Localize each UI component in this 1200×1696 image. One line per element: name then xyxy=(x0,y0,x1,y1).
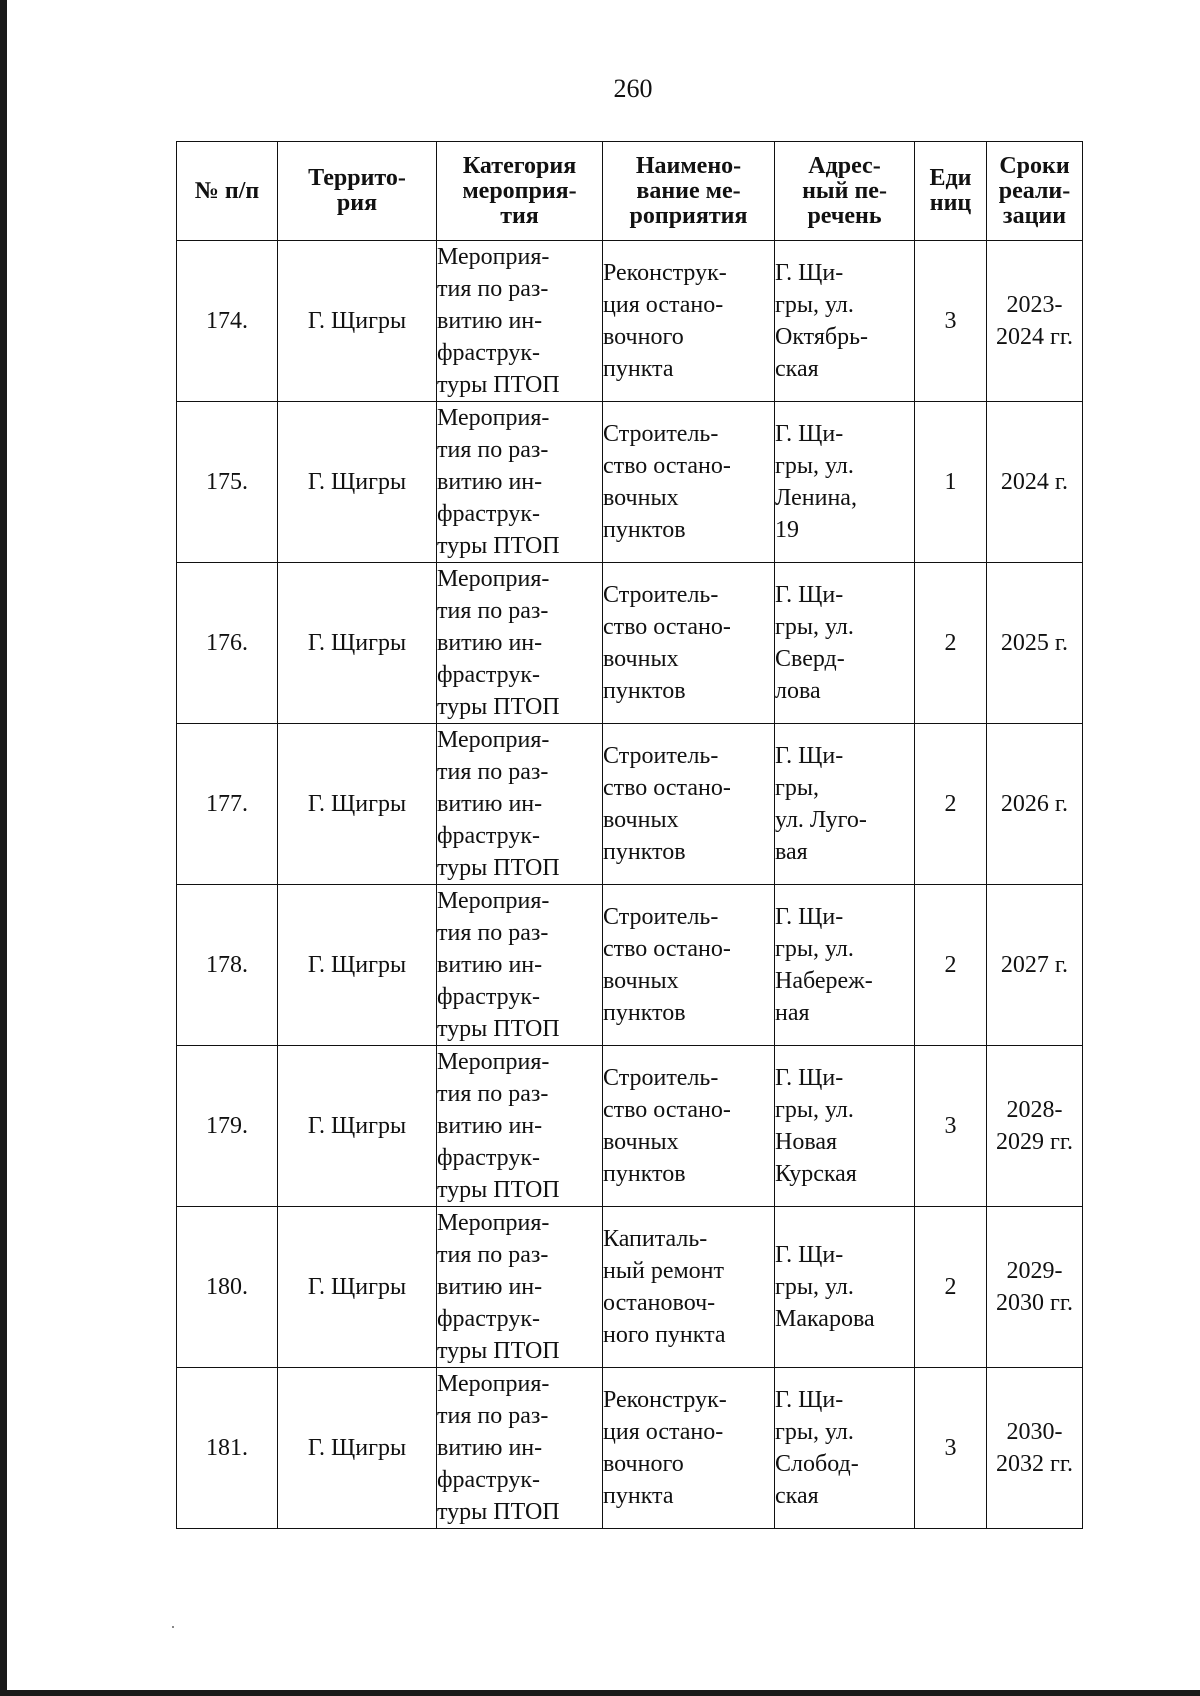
cell-territory: Г. Щигры xyxy=(278,241,437,402)
table-row xyxy=(177,1046,1083,1207)
header-term: Сроки реали- зации xyxy=(987,142,1083,241)
table-row xyxy=(177,563,1083,724)
cell-territory: Г. Щигры xyxy=(278,1207,437,1368)
table-header xyxy=(177,142,1083,241)
cell-category: Мероприя- тия по раз- витию ин- фраструк- туры ПТОП xyxy=(437,1368,603,1529)
cell-address: Г. Щи- гры, ул. Октябрь- ская xyxy=(775,241,915,402)
header-territory: Террито- рия xyxy=(278,142,437,241)
header-name: Наимено- вание ме- роприятия xyxy=(603,142,775,241)
cell-territory: Г. Щигры xyxy=(278,885,437,1046)
cell-territory: Г. Щигры xyxy=(278,563,437,724)
cell-address: Г. Щи- гры, ул. Макарова xyxy=(775,1207,915,1368)
cell-name: Строитель- ство остано- вочных пунктов xyxy=(603,885,775,1046)
measures-table xyxy=(176,141,1083,1529)
cell-units: 3 xyxy=(915,1046,987,1207)
cell-term: 2026 г. xyxy=(987,724,1083,885)
cell-address: Г. Щи- гры, ул. Луго- вая xyxy=(775,724,915,885)
cell-address: Г. Щи- гры, ул. Сверд- лова xyxy=(775,563,915,724)
cell-name: Капиталь- ный ремонт остановоч- ного пункта xyxy=(603,1207,775,1368)
cell-num: 181. xyxy=(177,1368,278,1529)
cell-num: 174. xyxy=(177,241,278,402)
cell-address: Г. Щи- гры, ул. Набереж- ная xyxy=(775,885,915,1046)
cell-name: Строитель- ство остано- вочных пунктов xyxy=(603,724,775,885)
cell-category: Мероприя- тия по раз- витию ин- фраструк- туры ПТОП xyxy=(437,885,603,1046)
header-category: Категория мероприя- тия xyxy=(437,142,603,241)
scan-speck xyxy=(172,1626,174,1628)
table-row xyxy=(177,241,1083,402)
cell-territory: Г. Щигры xyxy=(278,724,437,885)
scan-edge-bottom xyxy=(0,1690,1200,1696)
cell-term: 2023- 2024 гг. xyxy=(987,241,1083,402)
cell-category: Мероприя- тия по раз- витию ин- фраструк- туры ПТОП xyxy=(437,1046,603,1207)
cell-term: 2027 г. xyxy=(987,885,1083,1046)
cell-address: Г. Щи- гры, ул. Новая Курская xyxy=(775,1046,915,1207)
scan-edge-left xyxy=(0,0,7,1696)
header-units: Еди ниц xyxy=(915,142,987,241)
header-num: № п/п xyxy=(177,142,278,241)
cell-address: Г. Щи- гры, ул. Ленина, 19 xyxy=(775,402,915,563)
cell-num: 180. xyxy=(177,1207,278,1368)
cell-term: 2030- 2032 гг. xyxy=(987,1368,1083,1529)
cell-category: Мероприя- тия по раз- витию ин- фраструк- туры ПТОП xyxy=(437,1207,603,1368)
cell-units: 1 xyxy=(915,402,987,563)
table-row xyxy=(177,885,1083,1046)
cell-num: 179. xyxy=(177,1046,278,1207)
table-row xyxy=(177,724,1083,885)
cell-units: 3 xyxy=(915,241,987,402)
cell-num: 177. xyxy=(177,724,278,885)
cell-category: Мероприя- тия по раз- витию ин- фраструк- туры ПТОП xyxy=(437,724,603,885)
cell-term: 2028- 2029 гг. xyxy=(987,1046,1083,1207)
cell-term: 2029- 2030 гг. xyxy=(987,1207,1083,1368)
table-row xyxy=(177,1207,1083,1368)
cell-name: Строитель- ство остано- вочных пунктов xyxy=(603,1046,775,1207)
cell-num: 178. xyxy=(177,885,278,1046)
header-address: Адрес- ный пе- речень xyxy=(775,142,915,241)
cell-units: 2 xyxy=(915,563,987,724)
cell-term: 2024 г. xyxy=(987,402,1083,563)
cell-territory: Г. Щигры xyxy=(278,1046,437,1207)
cell-units: 2 xyxy=(915,1207,987,1368)
cell-name: Строитель- ство остано- вочных пунктов xyxy=(603,563,775,724)
cell-num: 175. xyxy=(177,402,278,563)
cell-category: Мероприя- тия по раз- витию ин- фраструк- туры ПТОП xyxy=(437,563,603,724)
cell-num: 176. xyxy=(177,563,278,724)
cell-units: 3 xyxy=(915,1368,987,1529)
cell-territory: Г. Щигры xyxy=(278,1368,437,1529)
header-row xyxy=(177,142,1083,241)
cell-name: Реконструк- ция остано- вочного пункта xyxy=(603,1368,775,1529)
cell-address: Г. Щи- гры, ул. Слобод- ская xyxy=(775,1368,915,1529)
cell-name: Реконструк- ция остано- вочного пункта xyxy=(603,241,775,402)
cell-category: Мероприя- тия по раз- витию ин- фраструк- туры ПТОП xyxy=(437,241,603,402)
cell-territory: Г. Щигры xyxy=(278,402,437,563)
cell-units: 2 xyxy=(915,885,987,1046)
cell-term: 2025 г. xyxy=(987,563,1083,724)
cell-name: Строитель- ство остано- вочных пунктов xyxy=(603,402,775,563)
cell-category: Мероприя- тия по раз- витию ин- фраструк- туры ПТОП xyxy=(437,402,603,563)
page-number: 260 xyxy=(613,74,653,103)
table-body xyxy=(177,241,1083,1529)
table-row xyxy=(177,1368,1083,1529)
table-row xyxy=(177,402,1083,563)
cell-units: 2 xyxy=(915,724,987,885)
